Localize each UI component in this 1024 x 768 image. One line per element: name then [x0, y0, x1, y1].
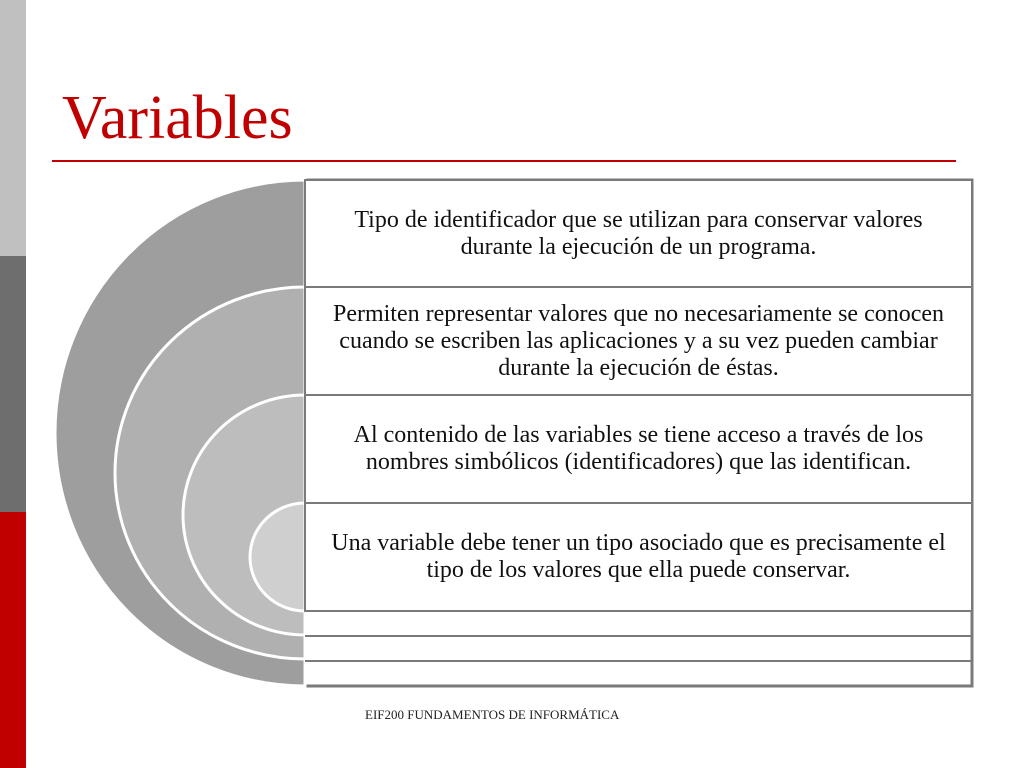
- diagram-item-2: Permiten representar valores que no necesariamente se conocen cuando se escriben las aplicaciones y a su vez pueden cambiar durante la ejecución de éstas.: [332, 300, 945, 381]
- slide-footer: EIF200 FUNDAMENTOS DE INFORMÁTICA: [365, 707, 620, 722]
- diagram-item-3: Al contenido de las variables se tiene acceso a través de los nombres simbólicos (identificadores) que las identifican.: [353, 422, 924, 475]
- diagram-item-1: Tipo de identificador que se utilizan para conservar valores durante la ejecución de un programa.: [354, 206, 923, 260]
- diagram-item-4: Una variable debe tener un tipo asociado que es precisamente el tipo de los valores que ella puede conservar.: [331, 530, 946, 583]
- slide-title: Variables: [62, 84, 293, 152]
